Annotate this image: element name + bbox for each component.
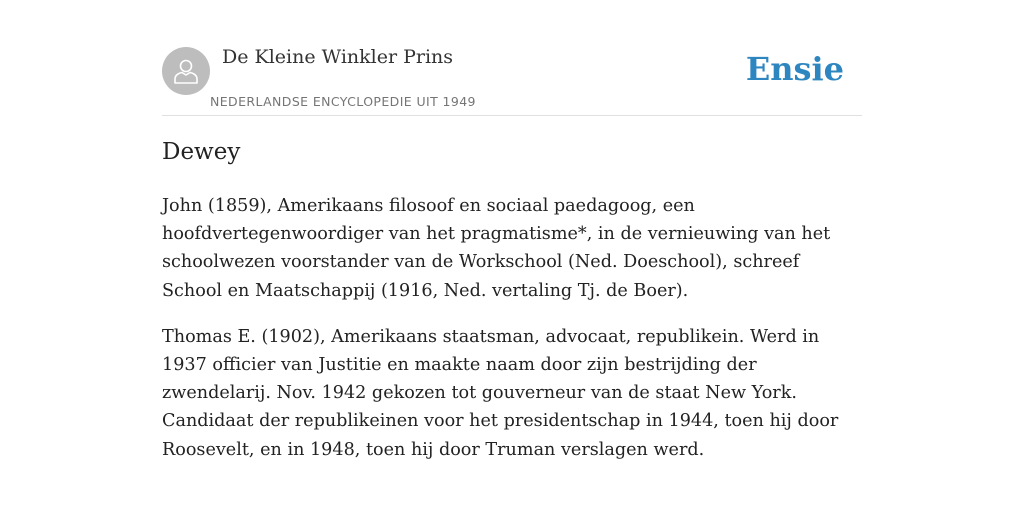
entry-card [162,0,862,512]
paragraph: Thomas E. (1902), Amerikaans staatsman, advocaat, republikein. Werd in 1937 officier van Justitie en maakte naam door zijn bestrijding der zwendelarij. Nov. 1942 gekozen tot gouverneur van de staat New York. Candidaat der republikeinen voor het presidentschap in 1944, toen hij door Roosevelt, en in 1948, toen hij door Truman verslagen werd. [162,326,839,460]
page-title: Dewey [162,139,241,165]
entry-header [162,0,862,116]
user-icon [162,47,210,95]
paragraph: John (1859), Amerikaans filosoof en sociaal paedagoog, een hoofdvertegenwoordiger van het pragmatisme*, in de vernieuwing van het schoolwezen voorstander van de Workschool (Ned. Doeschool), schreef School en Maatschappij (1916, Ned. vertaling Tj. de Boer). [162,196,831,301]
article-body [162,192,862,482]
source-subtitle: NEDERLANDSE ENCYCLOPEDIE UIT 1949 [210,94,476,109]
source-name[interactable]: De Kleine Winkler Prins [222,46,454,68]
brand-logo[interactable]: Ensie [745,50,844,88]
